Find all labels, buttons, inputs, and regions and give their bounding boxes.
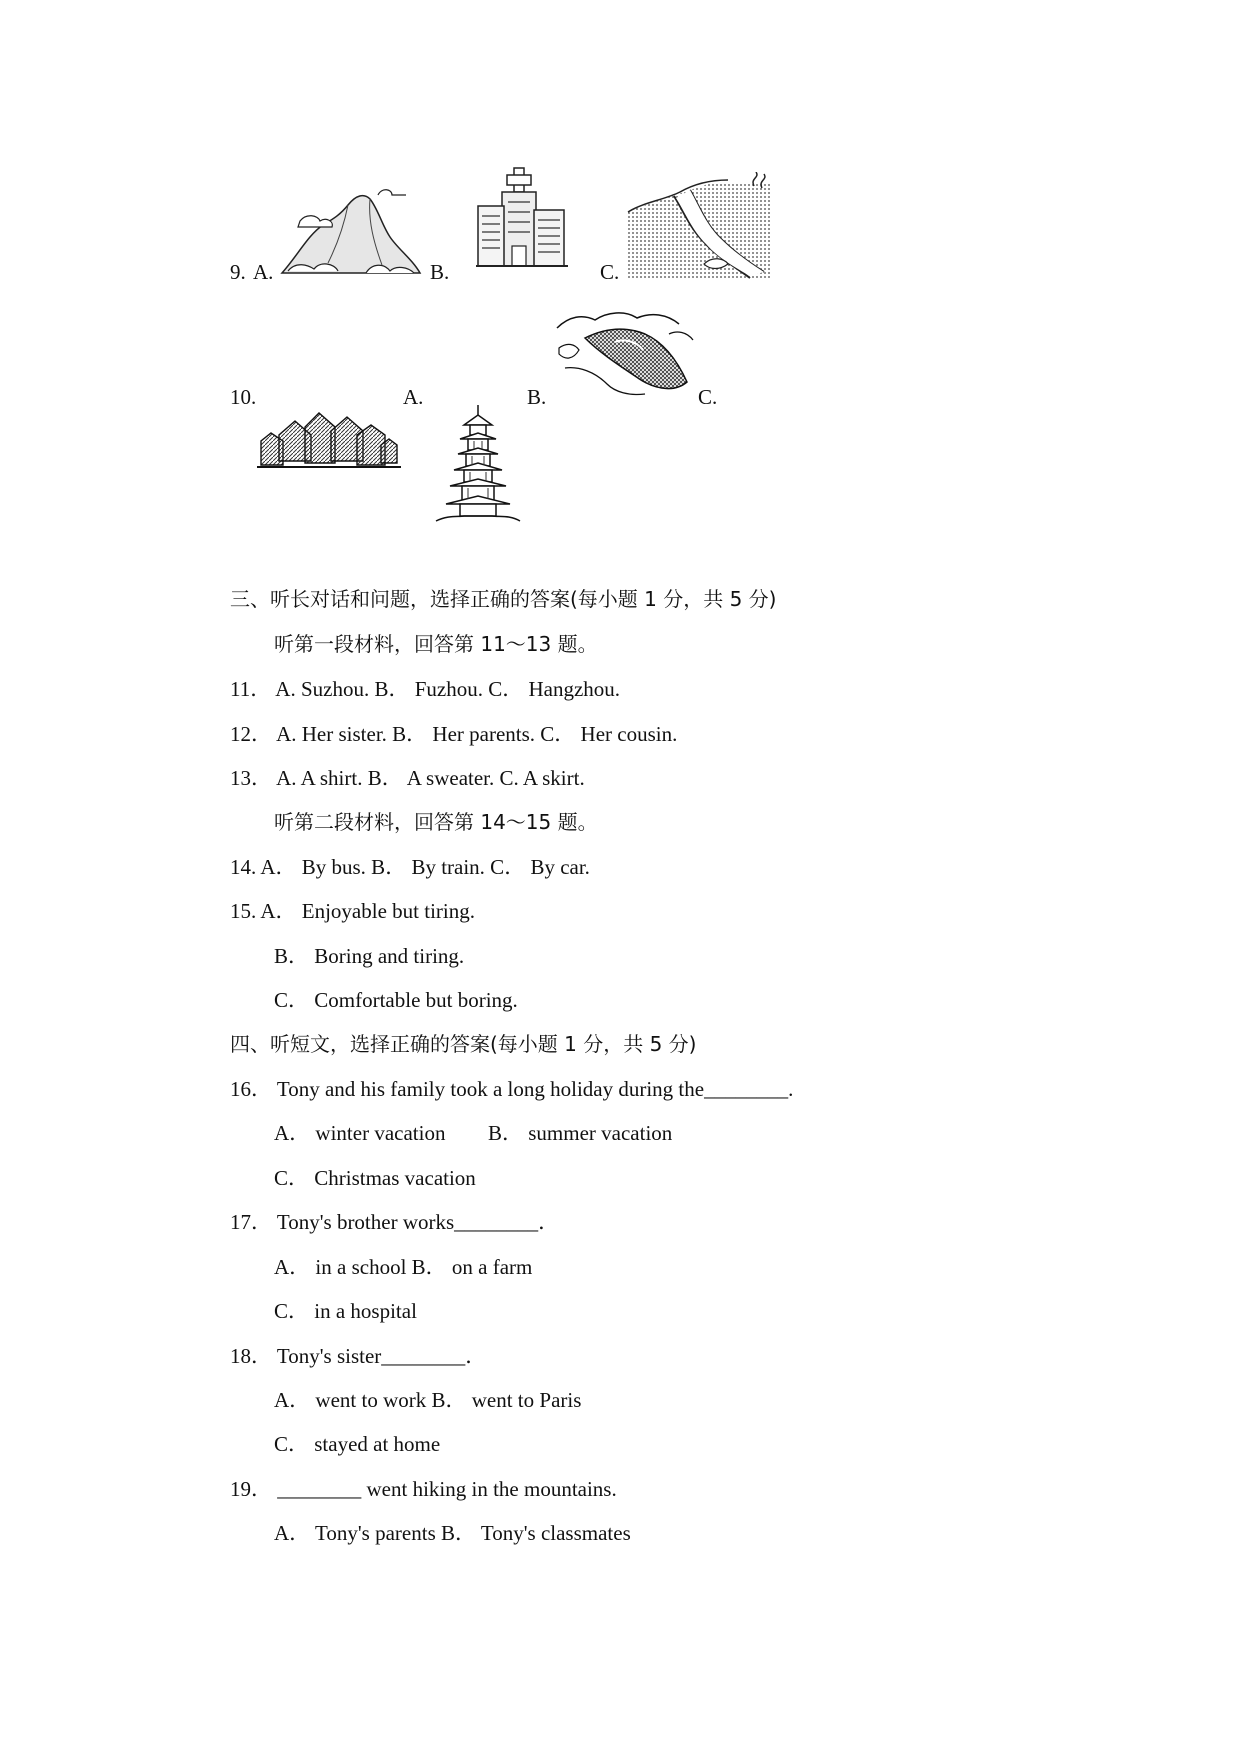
q9-option-b-label: B. [430, 260, 450, 284]
pagoda-icon [434, 405, 522, 525]
village-houses-icon [257, 405, 401, 471]
q18-stem: 18． Tony's sister________． [230, 1344, 487, 1368]
q10-option-b-label: B. [527, 385, 547, 409]
q13: 13． A. A shirt. B． A sweater. C. A skirt. [230, 766, 585, 790]
q16-option-b: B． summer vacation [488, 1121, 673, 1145]
q18-option-c: C． stayed at home [274, 1432, 441, 1456]
section4-heading: 四、听短文，选择正确的答案(每小题 1 分，共 5 分) [230, 1032, 697, 1056]
q10-option-a-label: A. [403, 385, 424, 409]
q19-options-ab: A． Tony's parents B． Tony's classmates [274, 1521, 631, 1545]
section3-part1-instruction: 听第一段材料，回答第 11～13 题。 [274, 632, 598, 656]
q10-option-c-label: C. [698, 385, 718, 409]
q16-option-a: A． winter vacation [274, 1121, 446, 1145]
q15-option-b: B． Boring and tiring. [274, 944, 465, 968]
q12: 12． A. Her sister. B． Her parents. C． Her cousin. [230, 722, 678, 746]
q10-number: 10. [230, 385, 257, 409]
q17-option-c: C． in a hospital [274, 1299, 417, 1323]
lake-landscape-icon [555, 308, 695, 400]
q16-option-c: C． Christmas vacation [274, 1166, 476, 1190]
section3-heading: 三、听长对话和问题，选择正确的答案(每小题 1 分，共 5 分) [230, 587, 777, 611]
q11: 11． A. Suzhou. B． Fuzhou. C． Hangzhou. [230, 677, 621, 701]
q19-stem: 19． ________ went hiking in the mountains. [230, 1477, 617, 1501]
mountain-icon [278, 185, 424, 279]
section3-part2-instruction: 听第二段材料，回答第 14～15 题。 [274, 810, 598, 834]
q16-stem: 16． Tony and his family took a long holiday during the________. [230, 1077, 794, 1101]
q17-stem: 17． Tony's brother works________． [230, 1210, 560, 1234]
river-landscape-icon [624, 172, 770, 280]
q18-options-ab: A． went to work B． went to Paris [274, 1388, 582, 1412]
q15-option-c: C． Comfortable but boring. [274, 988, 518, 1012]
hospital-building-icon [474, 166, 570, 270]
q17-options-ab: A． in a school B． on a farm [274, 1255, 533, 1279]
q14: 14. A． By bus. B． By train. C． By car. [230, 855, 590, 879]
q15: 15. A． Enjoyable but tiring. [230, 899, 475, 923]
q9-option-a-label: A. [253, 260, 274, 284]
q9-number: 9. [230, 260, 246, 284]
q9-option-c-label: C. [600, 260, 620, 284]
